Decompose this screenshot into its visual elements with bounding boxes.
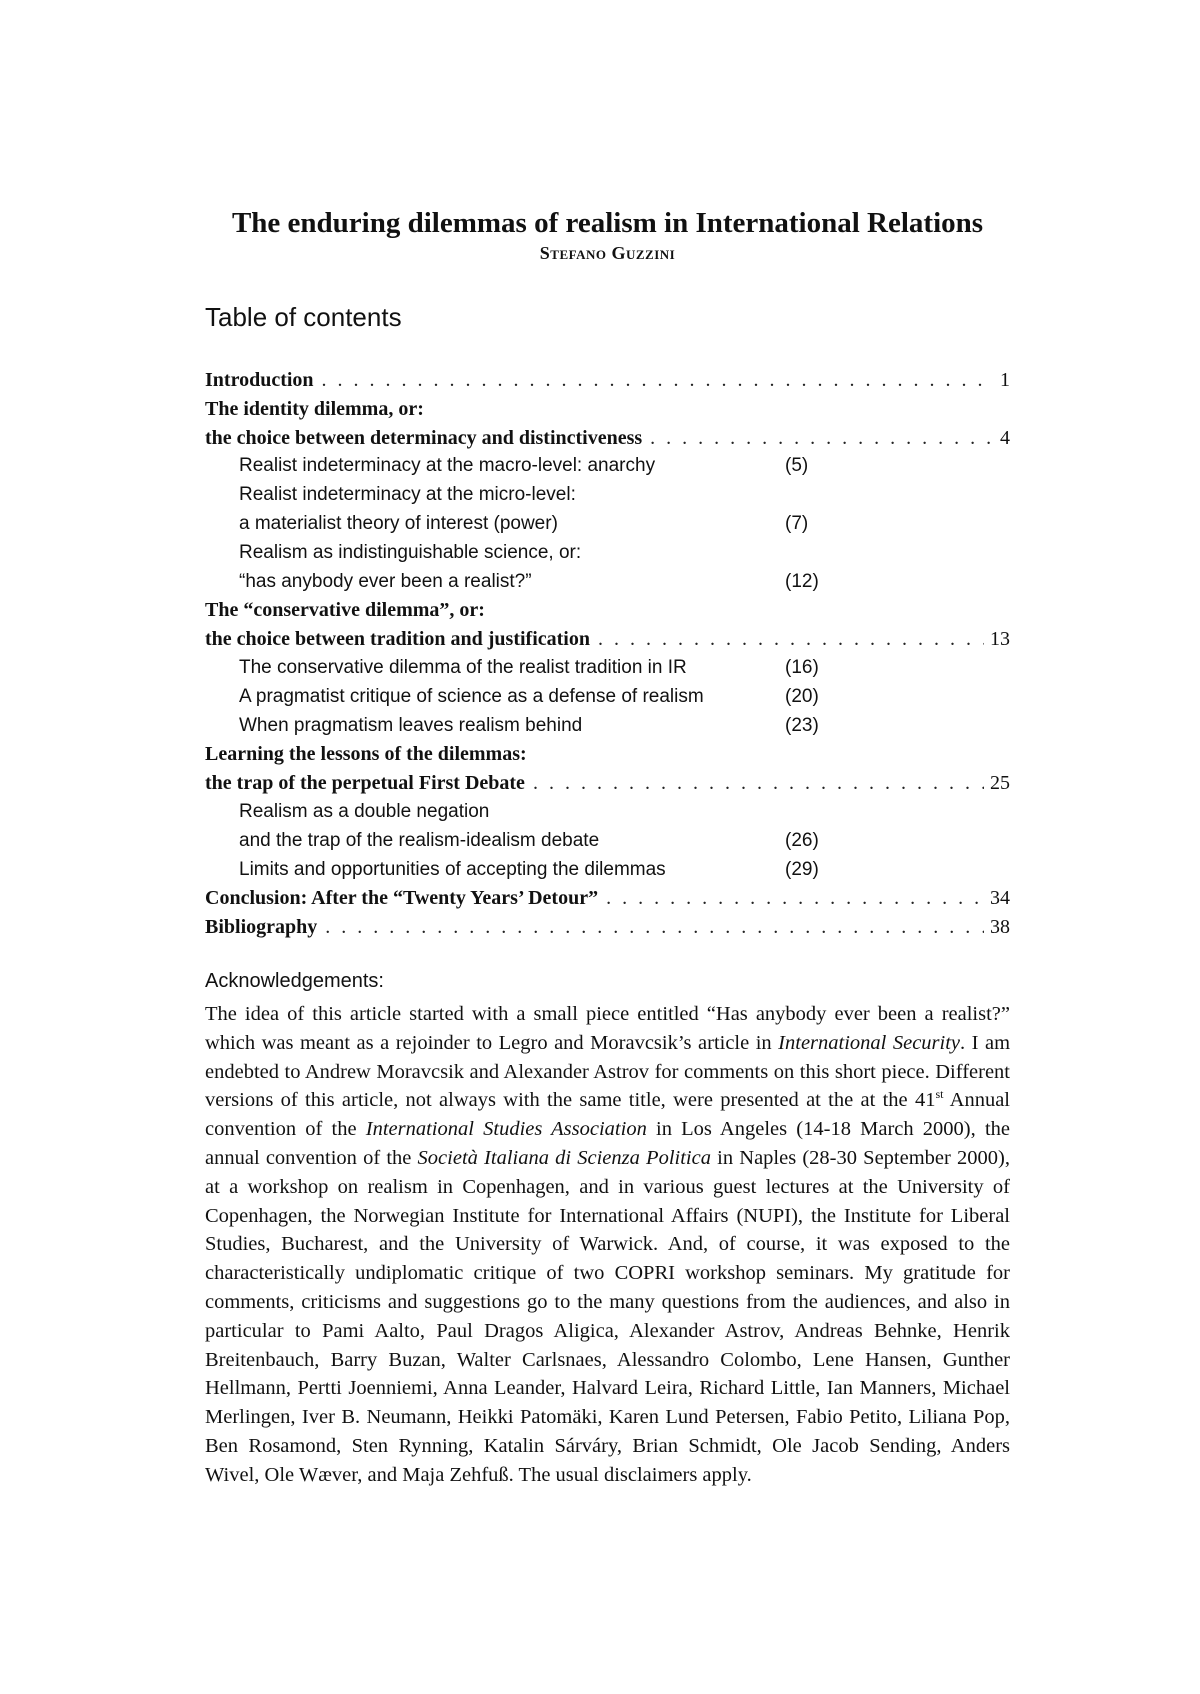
toc-entry-title: “has anybody ever been a realist?”	[239, 570, 532, 592]
acknowledgements-text	[205, 1000, 1010, 1490]
toc-entry-title: Learning the lessons of the dilemmas:	[205, 743, 527, 766]
toc-subentry	[205, 510, 1010, 539]
toc-page-number: 34	[990, 887, 1010, 910]
ack-text-part: in Los Angeles (14-18 March 2000), the annual convention of the	[205, 1118, 1010, 1169]
toc-subentry	[205, 798, 1010, 827]
toc-page-number: (26)	[785, 829, 819, 851]
toc-subentry	[205, 856, 1010, 885]
toc-entry-title: Realist indeterminacy at the micro-level:	[239, 484, 576, 506]
toc-entry-title: the trap of the perpetual First Debate	[205, 772, 525, 795]
toc-entry-title: Realist indeterminacy at the macro-level: anarchy	[239, 455, 656, 477]
ack-text-part: The idea of this article started with a small piece entitled “Has anybody ever been a realist?” which was meant as a rejoinder to Legro and Moravcsik’s article in	[205, 1003, 1010, 1054]
toc-entry-title: The conservative dilemma of the realist tradition in IR	[239, 656, 687, 678]
toc-subentry	[205, 452, 1010, 481]
toc-entry	[205, 596, 1010, 625]
toc-entry-title: Realism as a double negation	[239, 800, 490, 822]
toc-entry-title: and the trap of the realism-idealism debate	[239, 829, 600, 851]
toc-subentry	[205, 568, 1010, 597]
toc-subentry	[205, 712, 1010, 741]
dot-leader	[606, 884, 984, 913]
document-title: The enduring dilemmas of realism in International Relations	[231, 207, 984, 239]
table-of-contents	[205, 366, 1010, 942]
toc-page-number: 1	[1000, 369, 1010, 391]
toc-page-number: (29)	[785, 858, 819, 880]
toc-page-number: (7)	[785, 512, 809, 534]
toc-entry-title: Limits and opportunities of accepting the dilemmas	[239, 858, 666, 880]
toc-page-number: (20)	[785, 685, 819, 707]
toc-entry-title: Realism as indistinguishable science, or:	[239, 541, 582, 563]
toc-entry	[205, 884, 1010, 913]
toc-page-number: (16)	[785, 656, 819, 678]
ack-text-part: in Naples (28-30 September 2000), at a workshop on realism in Copenhagen, and in various guest lectures at the University of Copenhagen, the Norwegian Institute for International Affairs (NUPI), the Institute for Liberal Studies, Bucharest, and the University of Warwick. And, of course, it was exposed to the characteristically undiplomatic critique of two COPRI workshop seminars. My gratitude for comments, criticisms and suggestions go to the many questions from the audiences, and also in particular to Pami Aalto, Paul Dragos Aligica, Alexander Astrov, Andreas Behnke, Henrik Breitenbauch, Barry Buzan, Walter Carlsnaes, Alessandro Colombo, Lene Hansen, Gunther Hellmann, Pertti Joenniemi, Anna Leander, Halvard Leira, Richard Little, Ian Manners, Michael Merlingen, Iver B. Neumann, Heikki Patomäki, Karen Lund Petersen, Fabio Petito, Liliana Pop, Ben Rosamond, Sten Rynning, Katalin Sárváry, Brian Schmidt, Ole Jacob Sending, Anders Wivel, Ole Wæver, and Maja Zehfuß. The usual disclaimers apply.	[205, 1146, 1010, 1486]
toc-heading: Table of contents	[205, 302, 402, 332]
author-name: Stefano Guzzini	[539, 243, 676, 263]
toc-entry-title: the choice between determinacy and distinctiveness	[205, 426, 643, 449]
ack-journal-title: International Security	[778, 1031, 961, 1054]
toc-entry	[205, 395, 1010, 424]
toc-page-number: 38	[990, 916, 1010, 939]
toc-page-number: (5)	[785, 455, 809, 477]
toc-page-number: (23)	[785, 714, 819, 736]
toc-entry	[205, 625, 1010, 654]
ack-organization-name: International Studies Association	[365, 1118, 647, 1141]
toc-entry-title: Conclusion: After the “Twenty Years’ Detour”	[205, 887, 599, 910]
ack-text-part: . I am endebted to Andrew Moravcsik and Alexander Astrov for comments on this short piece. Different versions of this article, not always with the same title, were presented at the at the 41	[205, 1031, 1011, 1112]
dot-leader	[322, 366, 994, 395]
toc-page-number: (12)	[785, 570, 819, 592]
toc-page-number: 25	[990, 772, 1010, 795]
toc-subentry	[205, 481, 1010, 510]
toc-subentry	[205, 539, 1010, 568]
toc-entry-title: a materialist theory of interest (power)	[239, 512, 558, 534]
toc-subentry	[205, 654, 1010, 683]
dot-leader	[650, 424, 994, 453]
toc-entry-title: A pragmatist critique of science as a defense of realism	[239, 685, 704, 707]
toc-entry	[205, 769, 1010, 798]
toc-entry-title: Introduction	[205, 369, 314, 391]
ack-organization-name: Società Italiana di Scienza Politica	[417, 1146, 711, 1169]
ack-ordinal-suffix: st	[935, 1087, 944, 1102]
dot-leader	[598, 625, 984, 654]
acknowledgements-label: Acknowledgements:	[205, 970, 384, 992]
toc-page-number: 4	[1000, 426, 1010, 449]
toc-entry-title: the choice between tradition and justification	[205, 628, 590, 651]
toc-entry-title: The identity dilemma, or:	[205, 397, 424, 420]
toc-entry	[205, 740, 1010, 769]
toc-entry-title: The “conservative dilemma”, or:	[205, 599, 485, 622]
ack-text-part: Annual convention of the	[205, 1089, 1011, 1141]
toc-entry	[205, 366, 1010, 395]
toc-entry-title: When pragmatism leaves realism behind	[239, 714, 583, 736]
dot-leader	[533, 769, 984, 798]
toc-entry-title: Bibliography	[205, 916, 318, 939]
toc-entry	[205, 424, 1010, 453]
toc-page-number: 13	[990, 628, 1010, 651]
toc-entry	[205, 913, 1010, 942]
dot-leader	[325, 913, 984, 942]
toc-subentry	[205, 827, 1010, 856]
toc-subentry	[205, 683, 1010, 712]
